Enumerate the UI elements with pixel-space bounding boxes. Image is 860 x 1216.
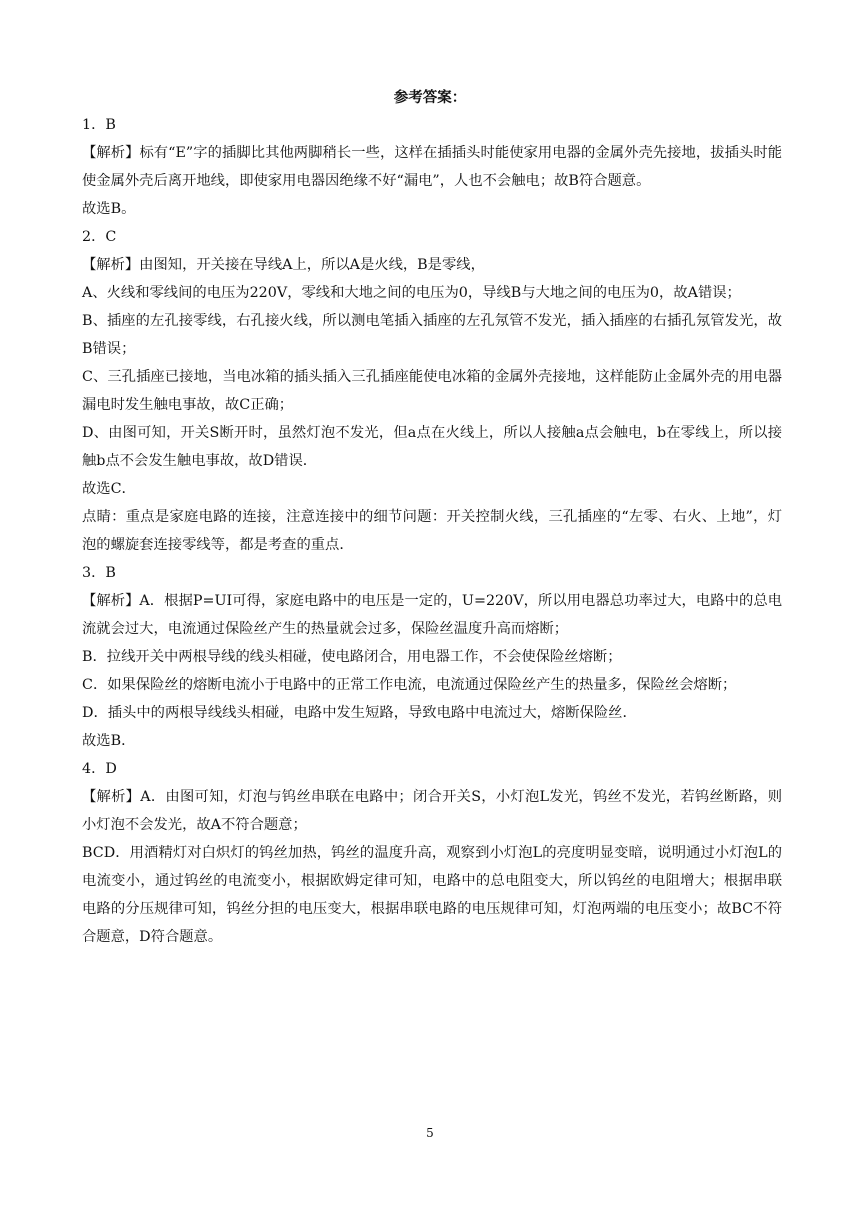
option-analysis: B、插座的左孔接零线，右孔接火线，所以测电笔插入插座的左孔氖管不发光，插入插座的右插孔氖管发光，故B错误；: [82, 313, 782, 357]
option-analysis: D．插头中的两根导线线头相碰，电路中发生短路，导致电路中电流过大，熔断保险丝．: [82, 705, 637, 721]
conclusion-line: 故选C．: [82, 481, 136, 497]
explanation-paragraph: 【解析】由图知，开关接在导线A上，所以A是火线，B是零线，: [82, 257, 485, 273]
note-paragraph: 点睛：重点是家庭电路的连接，注意连接中的细节问题：开关控制火线，三孔插座的“左零、右火、上地”，灯泡的螺旋套连接零线等，都是考查的重点．: [82, 509, 782, 553]
option-analysis: C．如果保险丝的熔断电流小于电路中的正常工作电流，电流通过保险丝产生的热量多，保险丝会熔断；: [82, 677, 737, 693]
page-title: 参考答案：: [393, 89, 467, 106]
explanation-paragraph: 【解析】标有“E”字的插脚比其他两脚稍长一些，这样在插插头时能使家用电器的金属外壳先接地，拔插头时能使金属外壳后离开地线，即使家用电器因绝缘不好“漏电”，人也不会触电；故B符合题意。: [82, 145, 782, 189]
conclusion-line: 故选B。: [82, 201, 136, 217]
answer-content: [82, 111, 782, 951]
answer-number: 4．D: [82, 761, 117, 777]
answer-number: 3．B: [82, 565, 116, 581]
option-analysis: BCD．用酒精灯对白炽灯的钨丝加热，钨丝的温度升高，观察到小灯泡L的亮度明显变暗，说明通过小灯泡L的电流变小，通过钨丝的电流变小，根据欧姆定律可知，电路中的总电阻变大，所以钨丝的电阻增大；根据串联电路的分压规律可知，钨丝分担的电压变大，根据串联电路的电压规律可知，灯泡两端的电压变小；故BC不符合题意，D符合题意。: [82, 845, 782, 945]
option-analysis: B．拉线开关中两根导线的线头相碰，使电路闭合，用电器工作，不会使保险丝熔断；: [82, 649, 622, 665]
option-analysis: A、火线和零线间的电压为220V，零线和大地之间的电压为0，导线B与大地之间的电压为0，故A错误；: [82, 285, 741, 301]
explanation-paragraph: 【解析】A．根据P=UI可得，家庭电路中的电压是一定的，U=220V，所以用电器总功率过大，电路中的总电流就会过大，电流通过保险丝产生的热量就会过多，保险丝温度升高而熔断；: [82, 593, 782, 637]
explanation-paragraph: 【解析】A．由图可知，灯泡与钨丝串联在电路中；闭合开关S，小灯泡L发光，钨丝不发光，若钨丝断路，则小灯泡不会发光，故A不符合题意；: [82, 789, 782, 833]
page-number: 5: [426, 1126, 434, 1140]
conclusion-line: 故选B．: [82, 733, 136, 749]
answer-number: 2．C: [82, 229, 117, 245]
option-analysis: D、由图可知，开关S断开时，虽然灯泡不发光，但a点在火线上，所以人接触a点会触电，b在零线上，所以接触b点不会发生触电事故，故D错误．: [82, 425, 782, 469]
option-analysis: C、三孔插座已接地，当电冰箱的插头插入三孔插座能使电冰箱的金属外壳接地，这样能防止金属外壳的用电器漏电时发生触电事故，故C正确；: [82, 369, 782, 413]
answer-number: 1．B: [82, 117, 116, 133]
